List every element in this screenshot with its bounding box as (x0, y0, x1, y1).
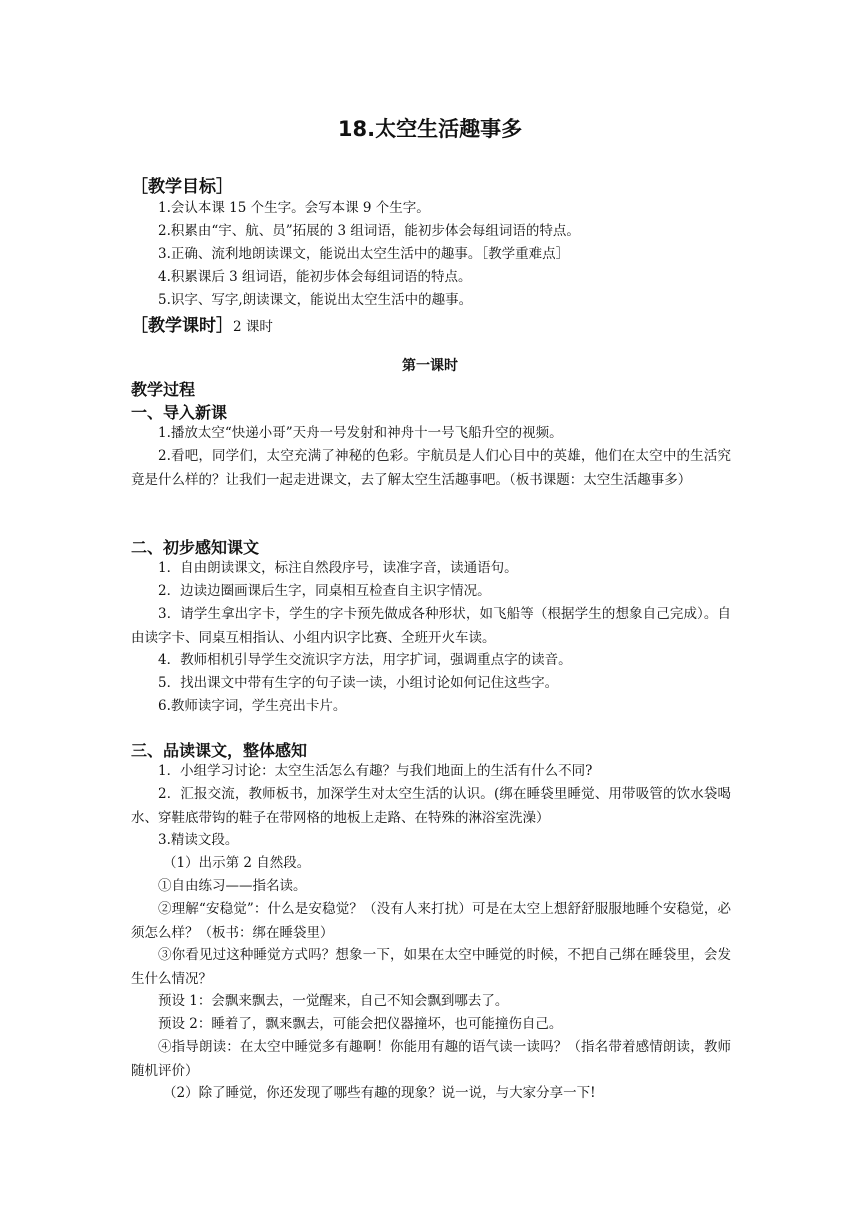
section-1-heading: 一、导入新课 (131, 403, 228, 422)
document-title: 18.太空生活趣事多 (337, 117, 523, 141)
goal-item-3: 3.正确、流利地朗读课文，能说出太空生活中的趣事。［教学重难点］ (158, 246, 570, 262)
goal-item-5: 5.识字、写字,朗读课文，能说出太空生活中的趣事。 (158, 292, 473, 308)
goal-item-2: 2.积累由“宇、航、员”拓展的 3 组词语，能初步体会每组词语的特点。 (158, 223, 580, 239)
section-1-para-2: 2.看吧，同学们，太空充满了神秘的色彩。宇航员是人们心目中的英雄，他们在太空中的生活究竟是什么样的？让我们一起走进课文，去了解太空生活趣事吧。（板书课题：太空生活趣事多） (131, 448, 731, 488)
section-2-heading: 二、初步感知课文 (131, 538, 260, 557)
section-3-line-9: 预设 2：睡着了，飘来飘去，可能会把仪器撞坏，也可能撞伤自己。 (158, 1016, 563, 1032)
hours-line (131, 311, 273, 336)
section-2-line-6: 6.教师读字词，学生亮出卡片。 (158, 698, 347, 714)
section-3-para-7: ③你看见过这种睡觉方式吗？想象一下，如果在太空中睡觉的时候，不把自己绑在睡袋里，会发生什么情况？ (131, 947, 731, 987)
section-3-line-1: 1．小组学习讨论：太空生活怎么有趣？与我们地面上的生活有什么不同? (158, 763, 593, 779)
section-3-line-11: （2）除了睡觉，你还发现了哪些有趣的现象？说一说，与大家分享一下! (163, 1085, 596, 1101)
section-3-line-4: （1）出示第 2 自然段。 (163, 855, 311, 871)
section-3-line-3: 3.精读文段。 (158, 832, 239, 848)
goal-item-1: 1.会认本课 15 个生字。会写本课 9 个生字。 (158, 200, 430, 216)
section-3-para-6: ②理解“安稳觉”：什么是安稳觉？（没有人来打扰）可是在太空上想舒舒服服地睡个安稳觉，必须怎么样？（板书：绑在睡袋里） (131, 901, 731, 941)
section-2-para-3: 3．请学生拿出字卡，学生的字卡预先做成各种形状，如飞船等（根据学生的想象自己完成）。自由读字卡、同桌互相指认、小组内识字比赛、全班开火车读。 (131, 606, 731, 646)
section-3-line-8: 预设 1：会飘来飘去，一觉醒来，自己不知会飘到哪去了。 (158, 993, 509, 1009)
section-2-line-2: 2．边读边圈画课后生字，同桌相互检查自主识字情况。 (158, 583, 491, 599)
section-2-line-4: 4．教师相机引导学生交流识字方法，用字扩词，强调重点字的读音。 (158, 652, 572, 668)
section-3-para-10: ④指导朗读：在太空中睡觉多有趣啊！你能用有趣的语气读一读吗？（指名带着感情朗读，教师随机评价） (131, 1039, 731, 1079)
section-1-line-1: 1.播放太空“快递小哥”天舟一号发射和神舟十一号飞船升空的视频。 (158, 425, 563, 441)
section-3-para-2: 2．汇报交流，教师板书，加深学生对太空生活的认识。(绑在睡袋里睡觉、用带吸管的饮水袋喝水、穿鞋底带钩的鞋子在带网格的地板上走路、在特殊的淋浴室洗澡） (131, 786, 731, 826)
section-3-heading: 三、品读课文，整体感知 (131, 741, 308, 760)
hours-header: ［教学课时］ (131, 316, 233, 336)
section-2-line-5: 5．找出课文中带有生字的句子读一读，小组讨论如何记住这些字。 (158, 675, 559, 691)
process-heading: 教学过程 (131, 380, 196, 399)
lesson-heading: 第一课时 (402, 358, 458, 374)
section-3-line-5: ①自由练习——指名读。 (158, 878, 307, 894)
goal-item-4: 4.积累课后 3 组词语，能初步体会每组词语的特点。 (158, 269, 472, 285)
goals-header: ［教学目标］ (131, 177, 233, 197)
section-2-line-1: 1．自由朗读课文，标注自然段序号，读准字音，读通语句。 (158, 560, 518, 576)
hours-value: 2 课时 (233, 319, 273, 335)
